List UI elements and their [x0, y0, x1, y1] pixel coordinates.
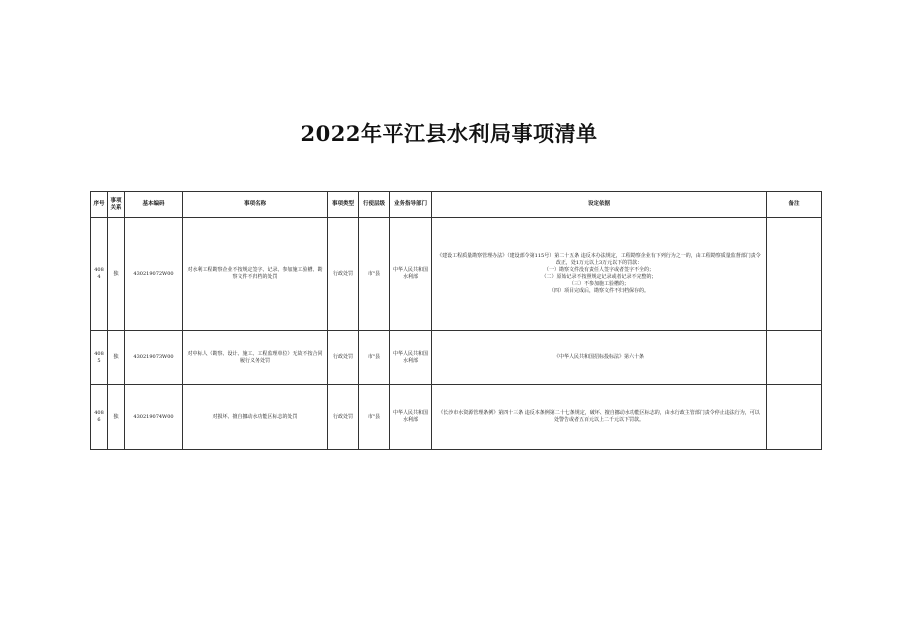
basis-line: 《中华人民共和国招标投标法》第六十条 [553, 354, 644, 360]
basis-line: （二）原始记录不按照规定记录或者记录不完整的； [541, 274, 657, 280]
header-relation: 事项关系 [108, 192, 125, 218]
cell-relation: 独 [108, 385, 125, 450]
header-remark: 备注 [767, 192, 822, 218]
header-code: 基本编码 [125, 192, 183, 218]
basis-line: （三）不参加施工验槽的； [568, 281, 629, 287]
header-name: 事项名称 [183, 192, 328, 218]
cell-type: 行政处罚 [328, 385, 359, 450]
page-title: 2022年平江县水利局事项清单 [300, 121, 598, 146]
cell-code: 430219072W00 [125, 218, 183, 331]
cell-dept: 中华人民共和国水利部 [390, 218, 432, 331]
table-row [91, 385, 822, 450]
header-type: 事项类型 [328, 192, 359, 218]
table-row [91, 331, 822, 385]
cell-remark [767, 385, 822, 450]
cell-level: 市"县 [359, 331, 390, 385]
table-header-row [91, 192, 822, 218]
cell-basis [432, 331, 767, 385]
basis-line: 《长沙市水资源管理条例》第四十三条 违反本条例第二十七条规定，破坏、擅自挪动水功能区标志的，由水行政主管部门责令停止违法行为，可以处警告或者五百元以上二千元以下罚款。 [438, 410, 760, 423]
matters-table [90, 191, 822, 450]
cell-dept: 中华人民共和国水利部 [390, 331, 432, 385]
cell-seq: 4084 [91, 218, 108, 331]
cell-level: 市"县 [359, 218, 390, 331]
cell-level: 市"县 [359, 385, 390, 450]
cell-remark [767, 331, 822, 385]
cell-relation: 独 [108, 218, 125, 331]
cell-name: 对水利工程勘察企业不按规定签字、记录、参加施工验槽、勘察文件不归档的处罚 [183, 218, 328, 331]
cell-basis [432, 385, 767, 450]
cell-seq: 4085 [91, 331, 108, 385]
header-seq: 序号 [91, 192, 108, 218]
cell-type: 行政处罚 [328, 218, 359, 331]
cell-name: 对中标人（勘察、设计、施工、工程监理单位）无故不按合同履行义务处罚 [183, 331, 328, 385]
table-row [91, 218, 822, 331]
cell-code: 430219074W00 [125, 385, 183, 450]
cell-basis [432, 218, 767, 331]
cell-dept: 中华人民共和国水利部 [390, 385, 432, 450]
basis-line: （一）勘察文件没有责任人签字或者签字不全的； [543, 267, 654, 273]
cell-seq: 4086 [91, 385, 108, 450]
cell-type: 行政处罚 [328, 331, 359, 385]
cell-code: 430219073W00 [125, 331, 183, 385]
cell-relation: 独 [108, 331, 125, 385]
basis-line: （四）项目完成后，勘察文件不归档保存的。 [548, 288, 649, 294]
cell-remark [767, 218, 822, 331]
header-level: 行使层级 [359, 192, 390, 218]
basis-line: 《建设工程质量勘察管理办法》（建设部令第115号）第二十五条 违反本办法规定，工程勘察企业有下列行为之一的，由工程勘察质量监督部门责令改正，处1万元以上3万元以下的罚款： [437, 253, 761, 266]
header-basis: 设定依据 [432, 192, 767, 218]
header-dept: 业务指导部门 [390, 192, 432, 218]
cell-name: 对损坏、擅自挪动水功能区标志的处罚 [183, 385, 328, 450]
